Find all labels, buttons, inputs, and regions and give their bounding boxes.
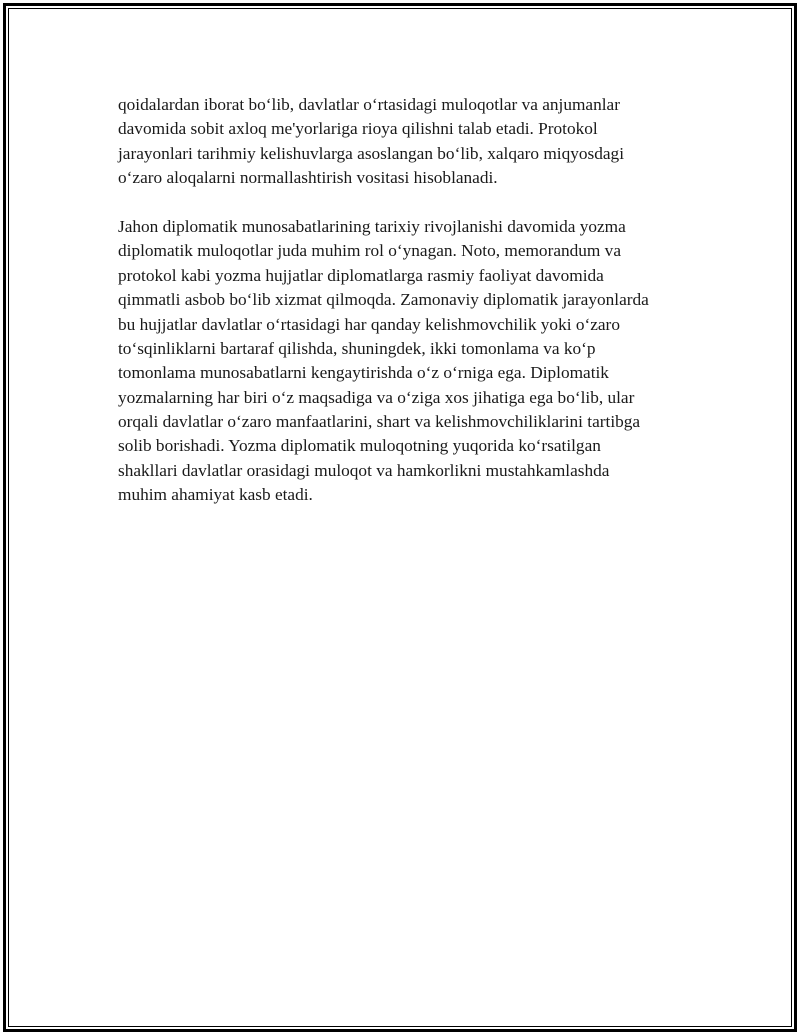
text-line: muhim ahamiyat kasb etadi. [118,485,313,505]
text-line: orqali davlatlar o‘zaro manfaatlarini, shart va kelishmovchiliklarini tartibga [118,412,641,432]
text-line: tomonlama munosabatlarni kengaytirishda o‘z o‘rniga ega. Diplomatik [118,363,609,383]
text-line: yozmalarning har biri o‘z maqsadiga va o‘ziga xos jihatiga ega bo‘lib, ular [118,387,635,407]
text-line: Jahon diplomatik munosabatlarining tarixiy rivojlanishi davomida yozma [118,216,626,236]
text-line: qimmatli asbob bo‘lib xizmat qilmoqda. Zamonaviy diplomatik jarayonlarda [118,290,649,310]
text-line: jarayonlari tarihmiy kelishuvlarga asoslangan bo‘lib, xalqaro miqyosdagi [118,143,624,163]
text-line: davomida sobit axloq me'yorlariga rioya qilishni talab etadi. Protokol [118,119,598,139]
text-line: solib borishadi. Yozma diplomatik muloqotning yuqorida ko‘rsatilgan [118,436,601,456]
text-line: qoidalardan iborat bo‘lib, davlatlar o‘rtasidagi muloqotlar va anjumanlar [118,95,620,114]
text-line: to‘sqinliklarni bartaraf qilishda, shuningdek, ikki tomonlama va ko‘p [118,338,596,358]
body-text [118,93,690,532]
text-line: o‘zaro aloqalarni normallashtirish vositasi hisoblanadi. [118,168,498,188]
paragraph-1 [118,93,690,191]
text-line: bu hujjatlar davlatlar o‘rtasidagi har qanday kelishmovchilik yoki o‘zaro [118,314,620,334]
paragraph-2 [118,215,690,508]
text-line: protokol kabi yozma hujjatlar diplomatlarga rasmiy faoliyat davomida [118,265,604,285]
text-line: diplomatik muloqotlar juda muhim rol o‘ynagan. Noto, memorandum va [118,241,621,261]
text-line: shakllari davlatlar orasidagi muloqot va hamkorlikni mustahkamlashda [118,460,610,480]
